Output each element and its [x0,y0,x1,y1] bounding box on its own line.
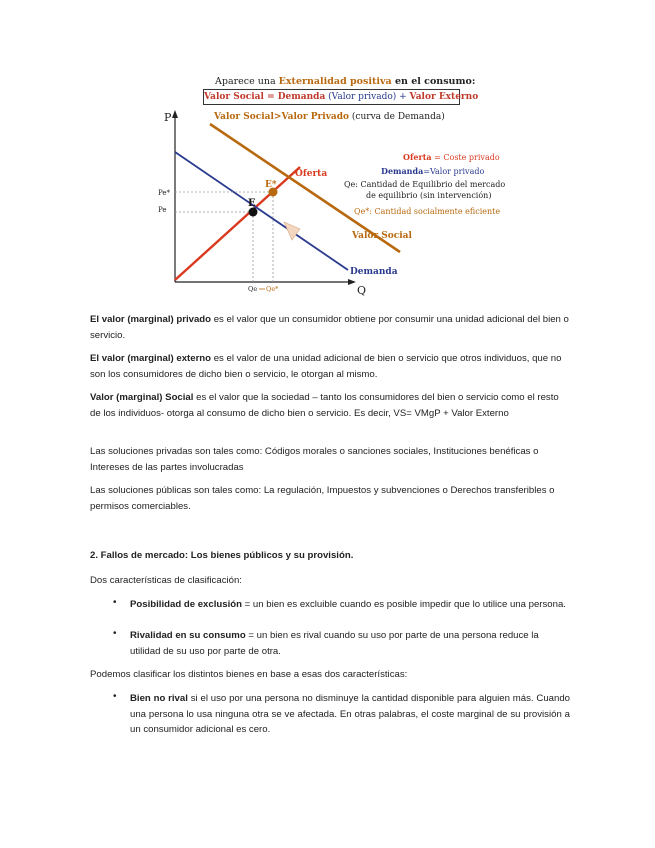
legend-demanda: Demanda=Valor privado [381,166,485,176]
qe-label: Qe [248,285,258,293]
demanda-label: Demanda [350,267,398,277]
paragraph-caracteristicas: Dos características de clasificación: [90,575,242,586]
legend-qe-line2: de equilibrio (sin intervención) [366,191,492,200]
valor-social-label: Valor Social [352,231,412,241]
axis-q-label: Q [357,284,367,297]
bullet-dot: • [113,691,117,702]
legend-oferta: Oferta = Coste privado [403,152,500,162]
section-heading: 2. Fallos de mercado: Los bienes públicos y su provisión. [90,550,354,561]
formula-box: Valor Social = Demanda (Valor privado) + Valor Externo [203,89,460,105]
axis-p-label: P [164,111,172,124]
e-star-label: E* [265,180,277,190]
oferta-label: Oferta [295,169,328,179]
paragraph-soluciones-privadas: Las soluciones privadas son tales como: Códigos morales o sanciones sociales, Instituciones benéficas o Intereses de las partes involucradas [90,446,539,473]
figure-title: Aparece una Externalidad positiva en el consumo: [215,76,476,87]
paragraph-valor-privado: El valor (marginal) privado es el valor que un consumidor obtiene por consumir una unidad adicional del bien o servicio. [90,314,569,341]
bullet-dot: • [113,597,117,608]
bullet-rivalidad: Rivalidad en su consumo = un bien es rival cuando su uso por parte de una persona reduce la utilidad de su uso por parte de otra. [130,630,539,657]
bullet-exclusion: Posibilidad de exclusión = un bien es excluible cuando es posible impedir que lo utilice una persona. [130,599,566,610]
paragraph-soluciones-publicas: Las soluciones públicas son tales como: La regulación, Impuestos y subvenciones o Derechos transferibles o permisos comerciables. [90,485,555,512]
paragraph-clasificar: Podemos clasificar los distintos bienes en base a esas dos características: [90,669,408,680]
legend-qe-star: Qe*: Cantidad socialmente eficiente [354,207,501,216]
qe-star-label: Qe* [266,285,279,293]
bullet-no-rival: Bien no rival si el uso por una persona no disminuye la cantidad disponible para alguien más. Cuando una persona lo usa ninguna otra se ve afectada. En otras palabras, el coste marginal de su provisión a un consumidor adicional es cero. [130,693,571,735]
legend-qe: Qe: Cantidad de Equilibrio del mercado [344,180,506,189]
bullet-dot: • [113,628,117,639]
e-label: E [248,198,256,209]
supply-demand-graph [160,72,505,307]
gain-area [284,222,300,240]
paragraph-valor-externo: El valor (marginal) externo es el valor de una unidad adicional de bien o servicio que otros individuos, que no son los consumidores de dicho bien o servicio, le otorgan al mismo. [90,353,562,380]
paragraph-valor-social: Valor (marginal) Social es el valor que la sociedad – tanto los consumidores del bien o servicio como el resto de los individuos- otorga al consumo de dicho bien o servicio. Es decir, VS= VMgP + Valor Externo [90,392,559,419]
pe-label: Pe [158,206,167,214]
externality-figure [160,72,505,307]
pe-star-label: Pe* [158,189,171,197]
figure-subtitle: Valor Social>Valor Privado (curva de Demanda) [214,112,445,122]
